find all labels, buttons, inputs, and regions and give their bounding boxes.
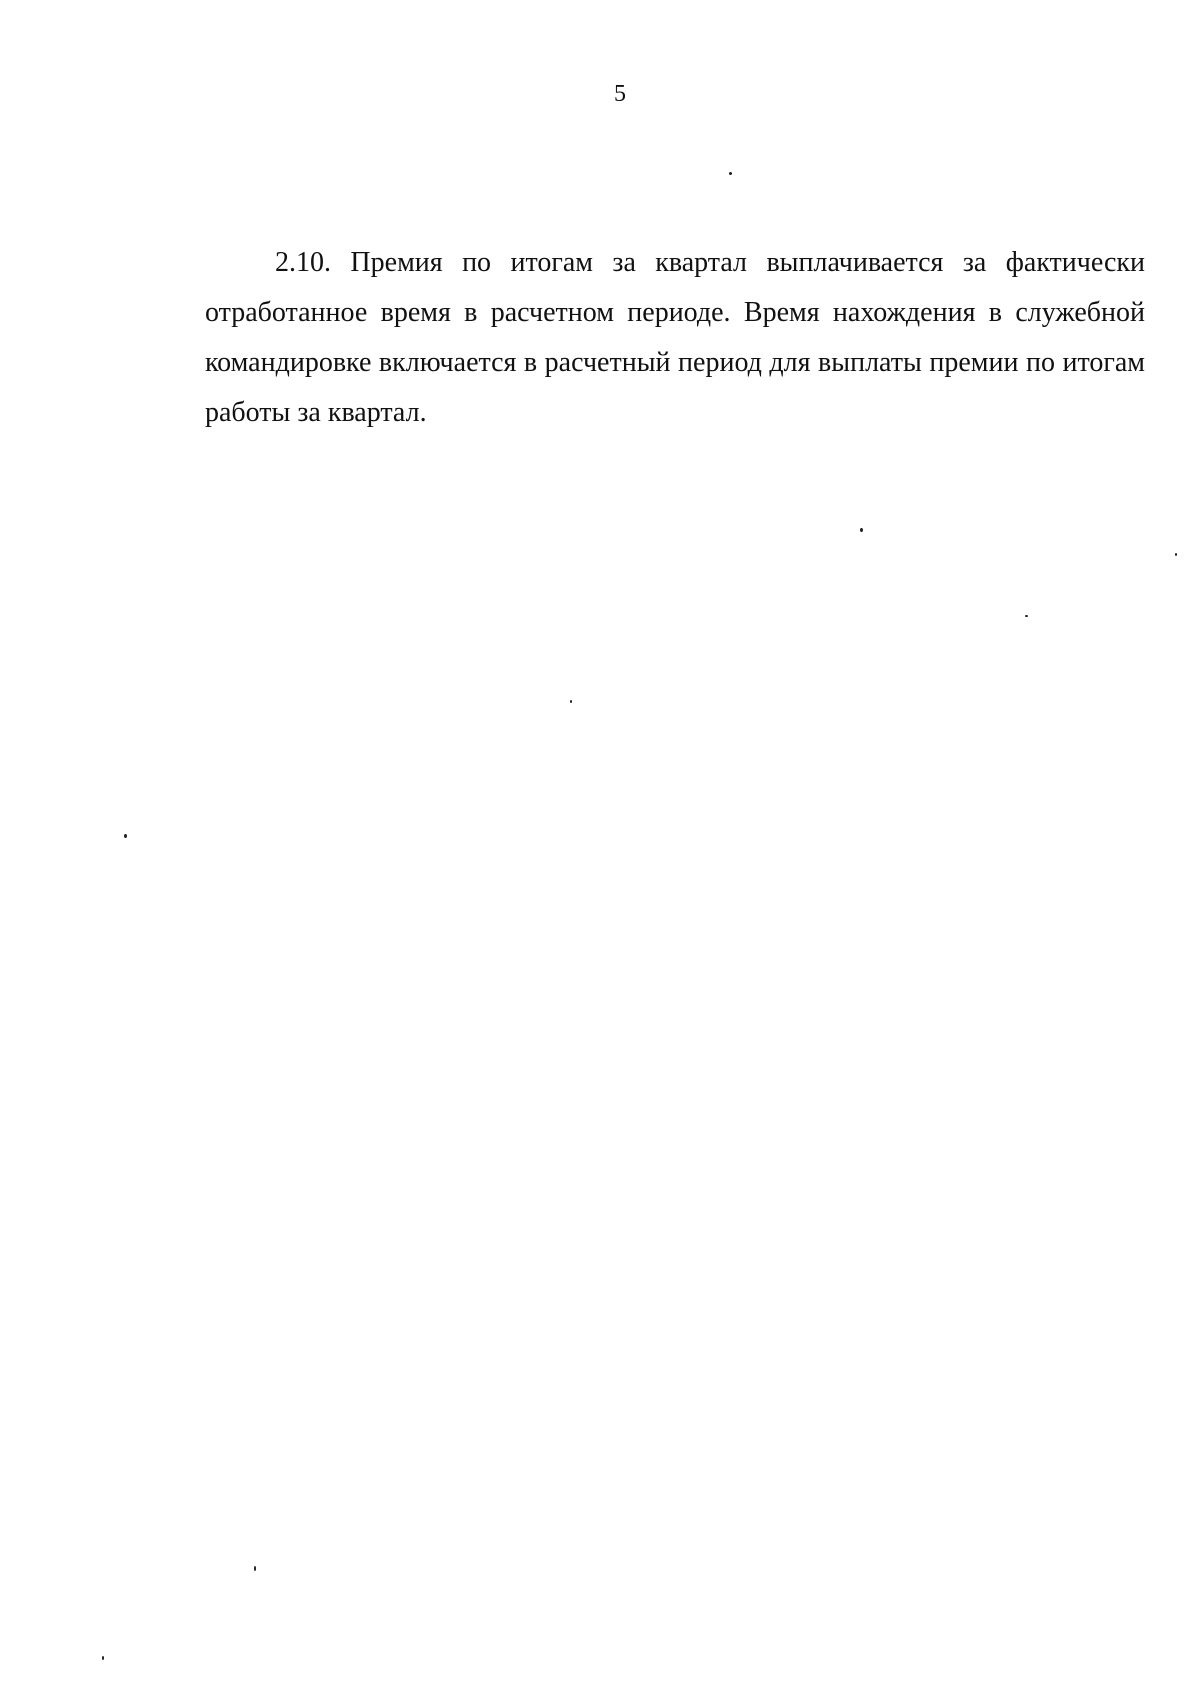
scan-speck [860, 528, 863, 532]
scan-speck [124, 834, 127, 838]
scan-speck [254, 1566, 256, 1571]
scan-speck [729, 172, 732, 175]
scan-speck [570, 700, 572, 703]
page-body [205, 238, 1145, 438]
paragraph-2-10: 2.10. Премия по итогам за квартал выплачивается за фактически отработанное время в расчетном периоде. Время нахождения в служебной командировке включается в расчетный период для выплаты премии по итогам работы за квартал. [205, 247, 1145, 428]
scan-speck [1025, 615, 1028, 617]
page-number: 5 [614, 81, 626, 107]
scan-speck [102, 1656, 104, 1660]
scan-speck [1175, 553, 1177, 556]
